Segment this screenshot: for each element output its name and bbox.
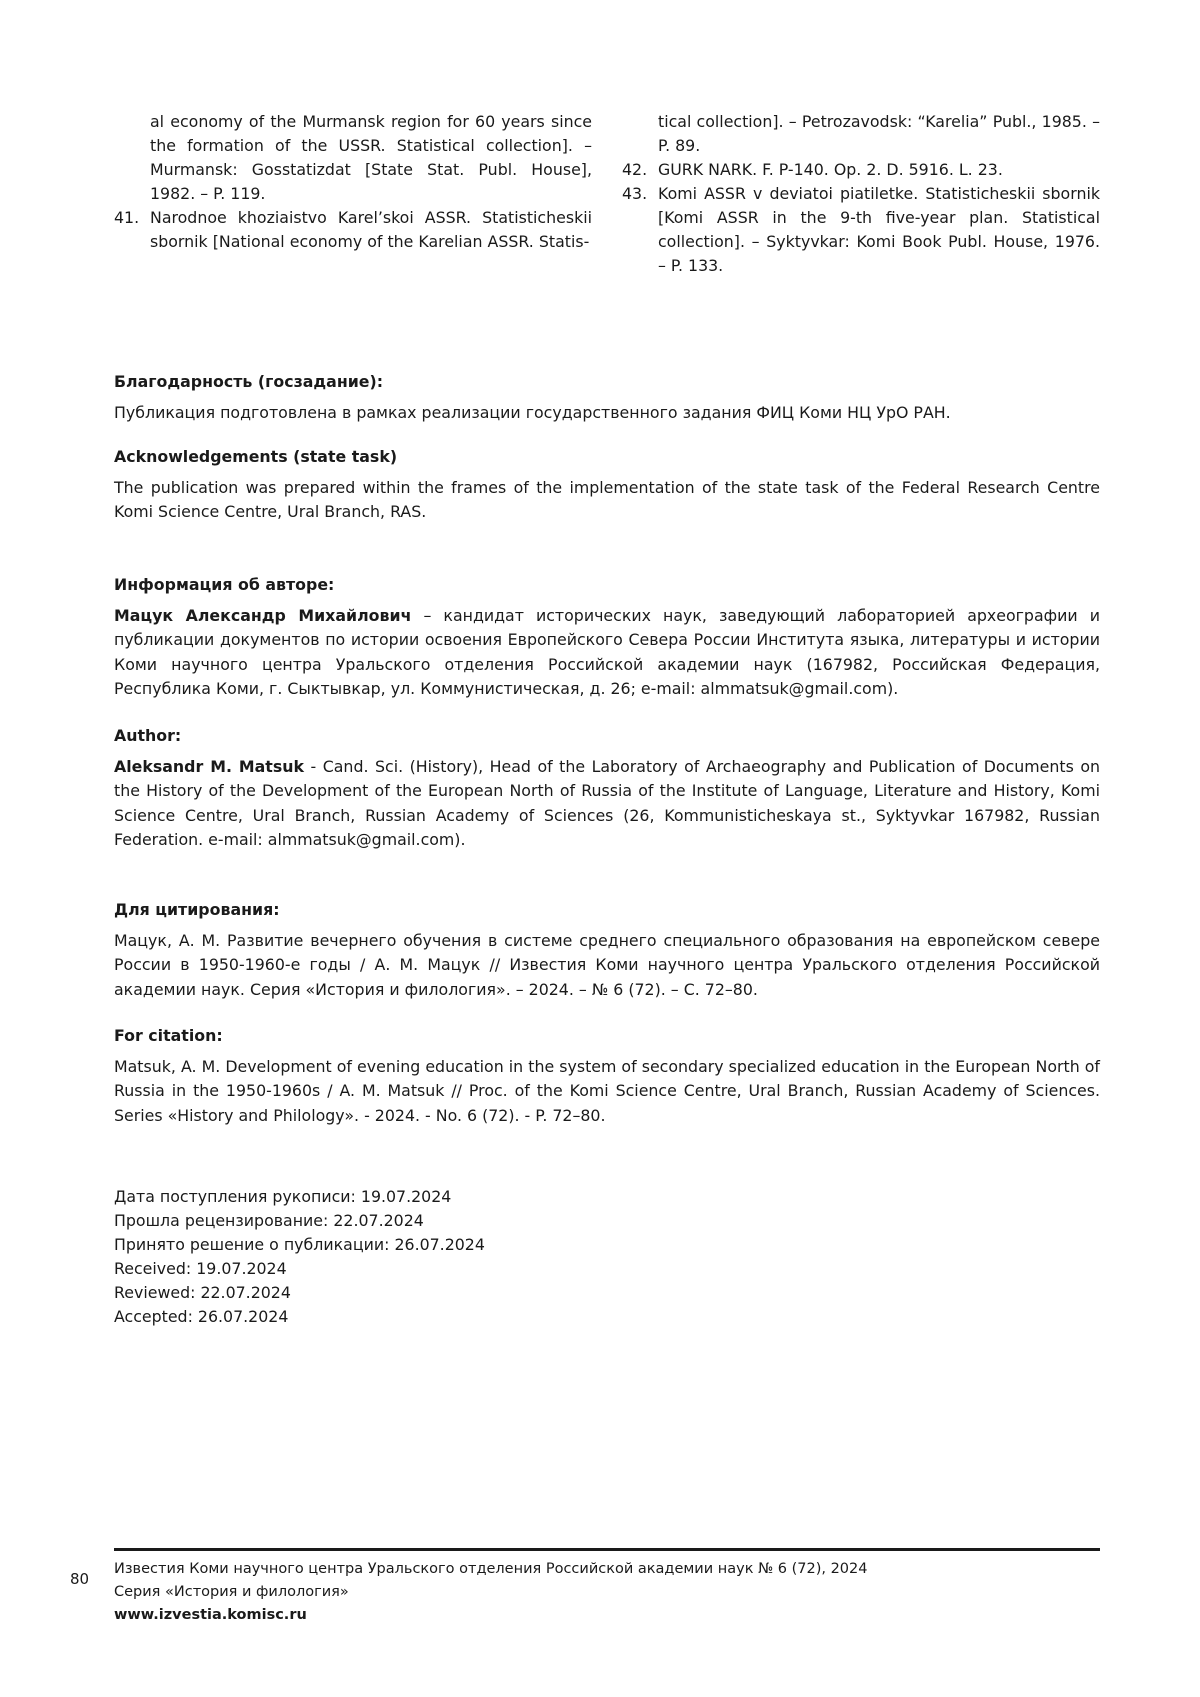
acknowledgement-en <box>114 445 1100 525</box>
section-heading: Acknowledgements (state task) <box>114 447 398 466</box>
footer <box>114 1558 867 1627</box>
footer-url[interactable]: www.izvestia.komisc.ru <box>114 1607 307 1623</box>
citation-ru <box>114 898 1100 1002</box>
reference-text: Narodnoe khoziaistvo Karel’skoi ASSR. Statisticheskii sbornik [National economy of the Karelian ASSR. Statis- <box>150 208 592 251</box>
section-heading: Для цитирования: <box>114 900 280 919</box>
section-text <box>114 755 1100 853</box>
references-right-column <box>622 110 1100 278</box>
author-info-ru <box>114 573 1100 702</box>
footer-series: Серия «История и филология» <box>114 1584 349 1600</box>
author-description: - Cand. Sci. (History), Head of the Laboratory of Archaeography and Publication of Documents on the History of the Development of the European North of Russia of the Institute of Language, Literature and History, Komi Science Centre, Ural Branch, Russian Academy of Sciences (26, Kommunisticheskaya st., Syktyvkar 167982, Russian Federation. e-mail: almmatsuk@gmail.com). <box>114 756 1100 849</box>
reference-continuation: tical collection]. – Petrozavodsk: “Karelia” Publ., 1985. – P. 89. <box>658 112 1100 155</box>
section-text: Matsuk, A. M. Development of evening education in the system of secondary specialized education in the European North of Russia in the 1950-1960s / A. M. Matsuk // Proc. of the Komi Science Centre, Ural Branch, Russian Academy of Sciences. Series «History and Philology». - 2024. - No. 6 (72). - P. 72–80. <box>114 1056 1100 1125</box>
section-text: Мацук, А. М. Развитие вечернего обучения в системе среднего специального образования на европейском севере России в 1950-1960-е годы / А. М. Мацук // Известия Коми научного центра Уральского отделения Российской академии наук. Серия «История и филология». – 2024. – № 6 (72). – С. 72–80. <box>114 930 1100 999</box>
section-heading: For citation: <box>114 1026 223 1045</box>
date-line: Reviewed: 22.07.2024 <box>114 1283 291 1302</box>
author-name: Aleksandr M. Matsuk <box>114 756 305 776</box>
reference-item <box>622 158 1100 182</box>
footer-journal: Известия Коми научного центра Уральского отделения Российской академии наук № 6 (72), 2024 <box>114 1561 868 1577</box>
section-text <box>114 604 1100 702</box>
manuscript-dates <box>114 1185 485 1329</box>
section-text: Публикация подготовлена в рамках реализации государственного задания ФИЦ Коми НЦ УрО РАН. <box>114 402 951 422</box>
footer-divider <box>114 1548 1100 1551</box>
section-heading: Author: <box>114 726 182 745</box>
reference-text: GURK NARK. F. P-140. Op. 2. D. 5916. L. 23. <box>658 160 1003 179</box>
reference-number: 41. <box>114 208 140 227</box>
citation-en <box>114 1024 1100 1128</box>
author-name: Мацук Александр Михайлович <box>114 605 412 625</box>
date-line: Accepted: 26.07.2024 <box>114 1307 289 1326</box>
date-line: Прошла рецензирование: 22.07.2024 <box>114 1211 424 1230</box>
reference-item <box>622 182 1100 278</box>
section-heading: Благодарность (госзадание): <box>114 372 384 391</box>
section-heading: Информация об авторе: <box>114 575 335 594</box>
reference-item <box>114 206 592 254</box>
acknowledgement-ru <box>114 370 1100 425</box>
reference-number: 42. <box>622 160 648 179</box>
reference-number: 43. <box>622 184 648 203</box>
reference-continuation: al economy of the Murmansk region for 60 years since the formation of the USSR. Statistical collection]. – Murmansk: Gosstatizdat [State Stat. Publ. House], 1982. – P. 119. <box>150 112 592 203</box>
author-info-en <box>114 724 1100 853</box>
references <box>114 110 1100 278</box>
date-line: Принято решение о публикации: 26.07.2024 <box>114 1235 485 1254</box>
reference-text: Komi ASSR v deviatoi piatiletke. Statisticheskii sbornik [Komi ASSR in the 9-th five-year plan. Statistical collection]. – Syktyvkar: Komi Book Publ. House, 1976. – P. 133. <box>658 184 1100 275</box>
references-left-column <box>114 110 592 278</box>
author-description: – кандидат исторических наук, заведующий лабораторией археографии и публикации документов по истории освоения Европейского Севера России Института языка, литературы и истории Коми научного центра Уральского отделения Российской академии наук (167982, Российская Федерация, Республика Коми, г. Сыктывкар, ул. Коммунистическая, д. 26; e-mail: almmatsuk@gmail.com). <box>114 605 1100 698</box>
section-text: The publication was prepared within the frames of the implementation of the state task of the Federal Research Centre Komi Science Centre, Ural Branch, RAS. <box>114 477 1100 521</box>
page-number: 80 <box>70 1570 90 1588</box>
date-line: Дата поступления рукописи: 19.07.2024 <box>114 1187 452 1206</box>
date-line: Received: 19.07.2024 <box>114 1259 287 1278</box>
